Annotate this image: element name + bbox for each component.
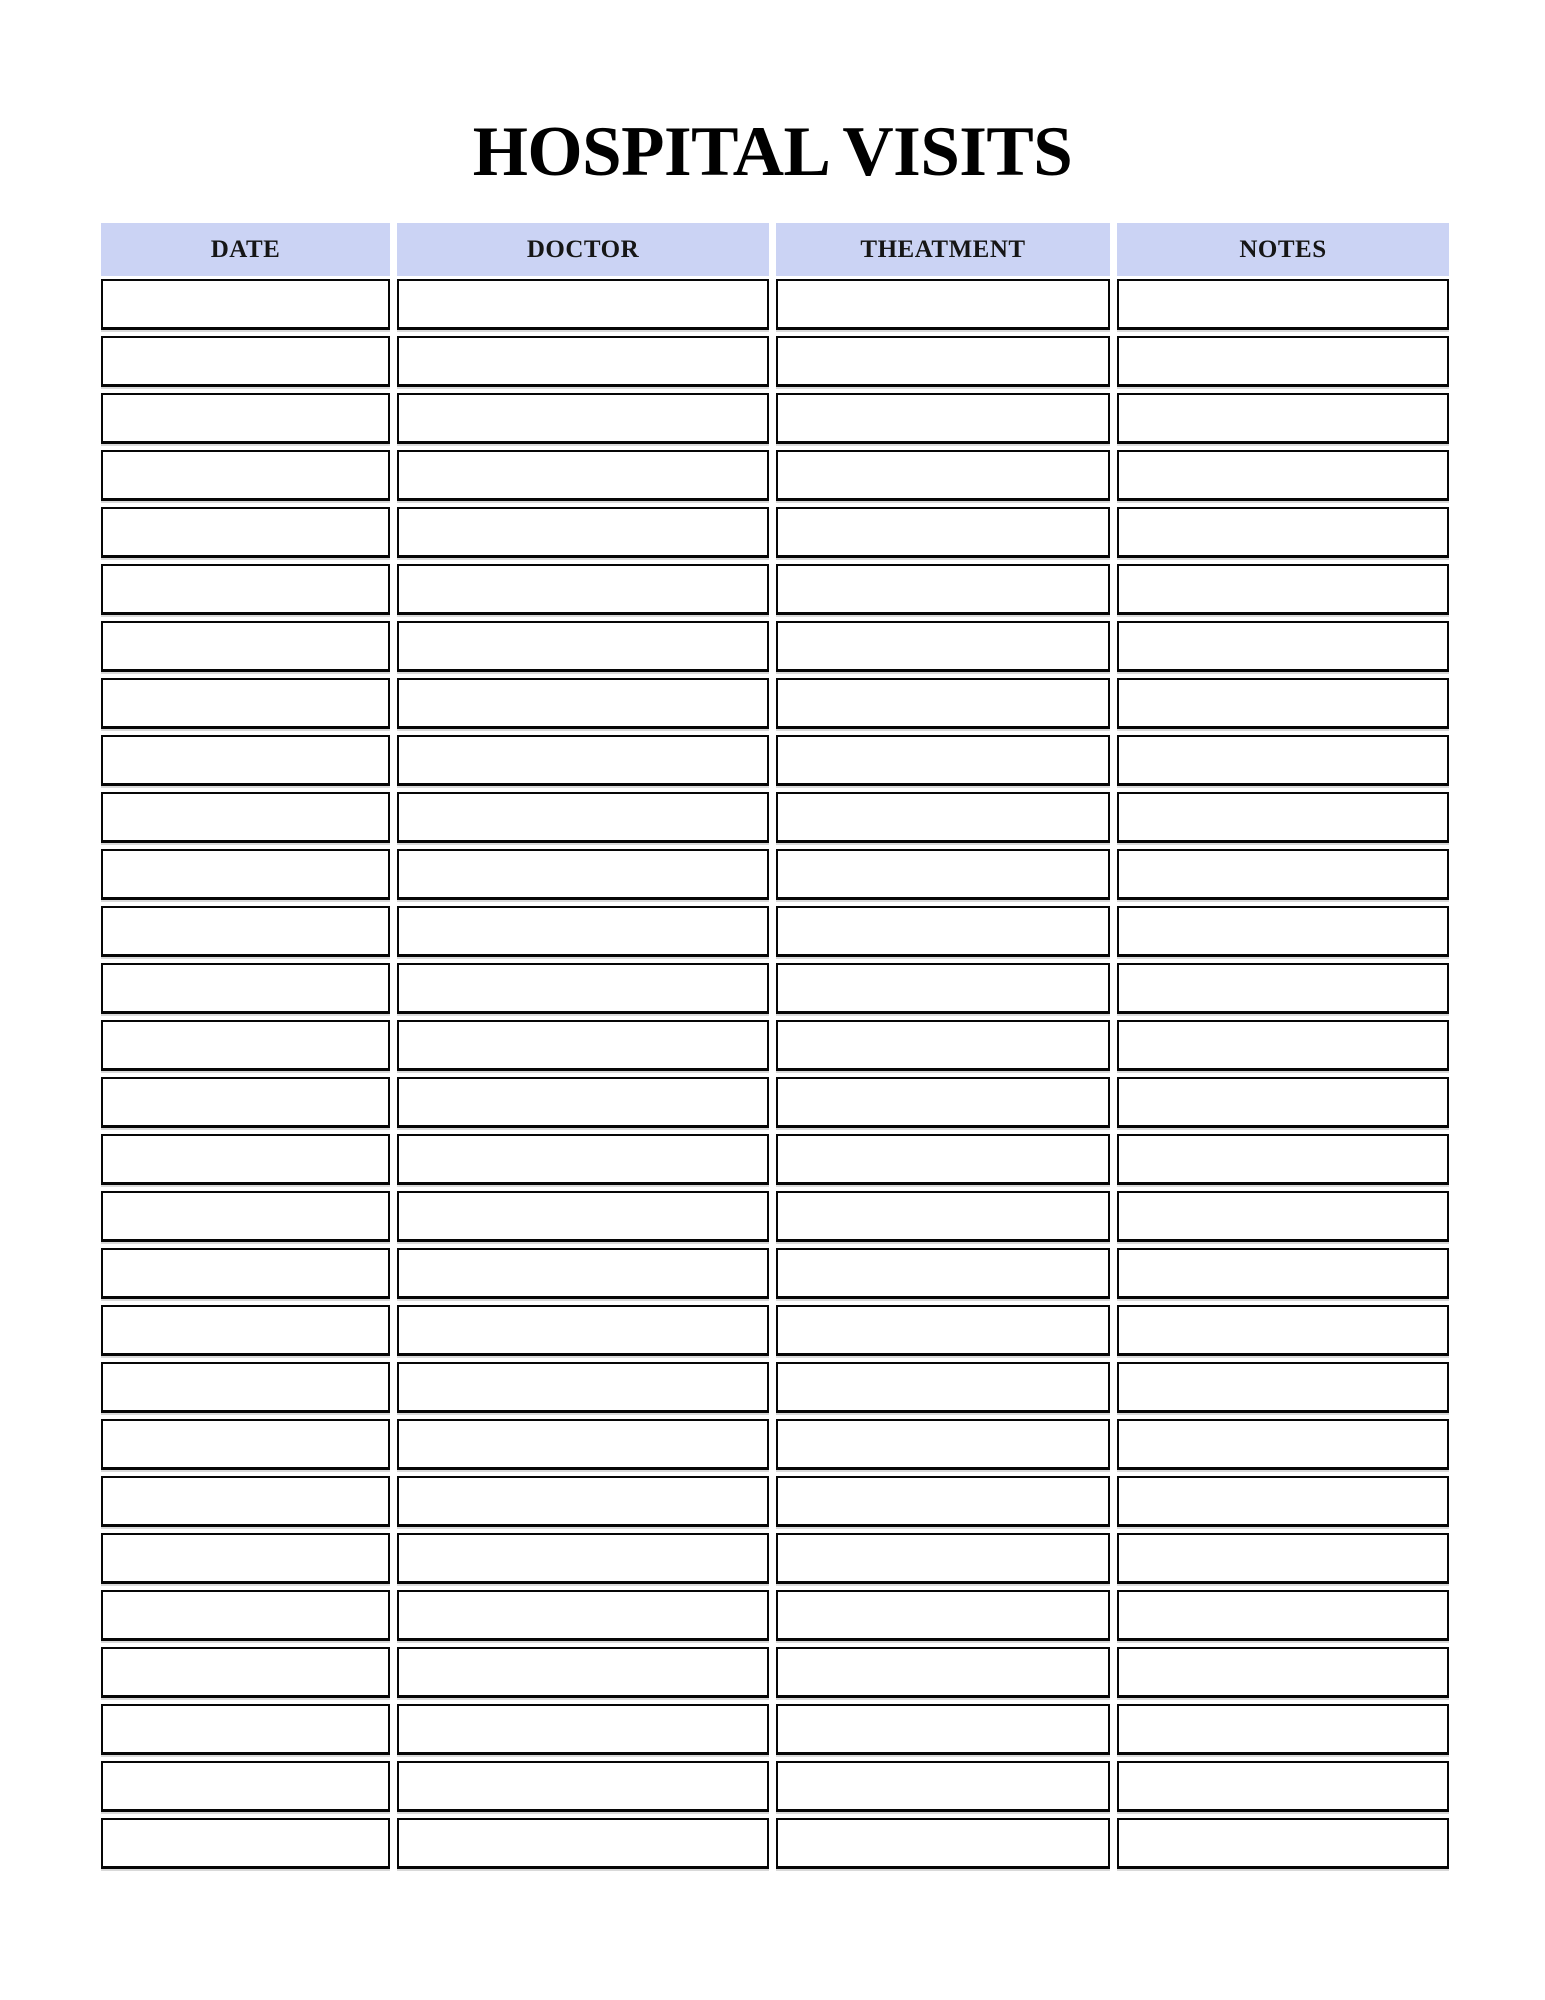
cell-input-notes[interactable]	[1117, 1020, 1449, 1071]
cell-input-date[interactable]	[101, 1818, 390, 1869]
table-row	[101, 1305, 1449, 1356]
cell-input-notes[interactable]	[1117, 1134, 1449, 1185]
cell-input-theatment[interactable]	[776, 393, 1110, 444]
cell-input-notes[interactable]	[1117, 1419, 1449, 1470]
cell-input-notes[interactable]	[1117, 1077, 1449, 1128]
cell-input-notes[interactable]	[1117, 792, 1449, 843]
cell-input-theatment[interactable]	[776, 1248, 1110, 1299]
cell-input-date[interactable]	[101, 1305, 390, 1356]
cell-input-theatment[interactable]	[776, 963, 1110, 1014]
cell-input-doctor[interactable]	[397, 1818, 769, 1869]
cell-input-theatment[interactable]	[776, 1134, 1110, 1185]
cell-input-notes[interactable]	[1117, 1533, 1449, 1584]
cell-input-theatment[interactable]	[776, 507, 1110, 558]
cell-input-theatment[interactable]	[776, 849, 1110, 900]
column-header-notes: NOTES	[1117, 223, 1449, 276]
cell-input-theatment[interactable]	[776, 1305, 1110, 1356]
cell-input-date[interactable]	[101, 1647, 390, 1698]
cell-input-date[interactable]	[101, 1020, 390, 1071]
cell-input-date[interactable]	[101, 1533, 390, 1584]
cell-input-date[interactable]	[101, 963, 390, 1014]
cell-input-notes[interactable]	[1117, 1761, 1449, 1812]
cell-input-theatment[interactable]	[776, 1020, 1110, 1071]
table-row	[101, 621, 1449, 672]
table-row	[101, 1818, 1449, 1869]
cell-input-doctor[interactable]	[397, 792, 769, 843]
table-row	[101, 1077, 1449, 1128]
table-row	[101, 678, 1449, 729]
table-row	[101, 1362, 1449, 1413]
cell-input-notes[interactable]	[1117, 450, 1449, 501]
table-header-row	[101, 223, 1449, 276]
cell-input-doctor[interactable]	[397, 1419, 769, 1470]
table-row	[101, 1020, 1449, 1071]
cell-input-date[interactable]	[101, 279, 390, 330]
cell-input-theatment[interactable]	[776, 906, 1110, 957]
cell-input-date[interactable]	[101, 1134, 390, 1185]
cell-input-doctor[interactable]	[397, 279, 769, 330]
cell-input-theatment[interactable]	[776, 279, 1110, 330]
cell-input-theatment[interactable]	[776, 1476, 1110, 1527]
cell-input-doctor[interactable]	[397, 1476, 769, 1527]
cell-input-date[interactable]	[101, 792, 390, 843]
cell-input-doctor[interactable]	[397, 1248, 769, 1299]
page-title: HOSPITAL VISITS	[472, 113, 1073, 191]
cell-input-doctor[interactable]	[397, 963, 769, 1014]
table-row	[101, 1647, 1449, 1698]
cell-input-doctor[interactable]	[397, 1647, 769, 1698]
column-header-doctor: DOCTOR	[397, 223, 769, 276]
cell-input-notes[interactable]	[1117, 393, 1449, 444]
cell-input-doctor[interactable]	[397, 1305, 769, 1356]
cell-input-theatment[interactable]	[776, 735, 1110, 786]
cell-input-date[interactable]	[101, 450, 390, 501]
table-row	[101, 450, 1449, 501]
cell-input-theatment[interactable]	[776, 1362, 1110, 1413]
cell-input-date[interactable]	[101, 735, 390, 786]
cell-input-doctor[interactable]	[397, 1020, 769, 1071]
table-row	[101, 507, 1449, 558]
cell-input-doctor[interactable]	[397, 336, 769, 387]
table-row	[101, 735, 1449, 786]
cell-input-date[interactable]	[101, 393, 390, 444]
table-row	[101, 963, 1449, 1014]
cell-input-notes[interactable]	[1117, 1704, 1449, 1755]
cell-input-notes[interactable]	[1117, 849, 1449, 900]
cell-input-date[interactable]	[101, 849, 390, 900]
cell-input-doctor[interactable]	[397, 1191, 769, 1242]
cell-input-doctor[interactable]	[397, 735, 769, 786]
cell-input-date[interactable]	[101, 678, 390, 729]
cell-input-notes[interactable]	[1117, 678, 1449, 729]
cell-input-theatment[interactable]	[776, 336, 1110, 387]
column-header-date: DATE	[101, 223, 390, 276]
cell-input-theatment[interactable]	[776, 450, 1110, 501]
table-row	[101, 279, 1449, 330]
cell-input-theatment[interactable]	[776, 1590, 1110, 1641]
column-header-theatment: THEATMENT	[776, 223, 1110, 276]
table-row	[101, 1419, 1449, 1470]
cell-input-theatment[interactable]	[776, 1647, 1110, 1698]
cell-input-doctor[interactable]	[397, 678, 769, 729]
cell-input-notes[interactable]	[1117, 906, 1449, 957]
cell-input-doctor[interactable]	[397, 507, 769, 558]
table-row	[101, 1476, 1449, 1527]
cell-input-date[interactable]	[101, 1476, 390, 1527]
cell-input-notes[interactable]	[1117, 1590, 1449, 1641]
cell-input-theatment[interactable]	[776, 1761, 1110, 1812]
table-row	[101, 1248, 1449, 1299]
cell-input-notes[interactable]	[1117, 1191, 1449, 1242]
cell-input-date[interactable]	[101, 621, 390, 672]
cell-input-notes[interactable]	[1117, 963, 1449, 1014]
cell-input-date[interactable]	[101, 1191, 390, 1242]
cell-input-date[interactable]	[101, 1077, 390, 1128]
table-row	[101, 1191, 1449, 1242]
table-row	[101, 906, 1449, 957]
cell-input-date[interactable]	[101, 1248, 390, 1299]
table-row	[101, 1590, 1449, 1641]
cell-input-theatment[interactable]	[776, 792, 1110, 843]
cell-input-notes[interactable]	[1117, 1818, 1449, 1869]
cell-input-theatment[interactable]	[776, 621, 1110, 672]
table-row	[101, 564, 1449, 615]
table-row	[101, 1761, 1449, 1812]
cell-input-doctor[interactable]	[397, 1533, 769, 1584]
cell-input-date[interactable]	[101, 906, 390, 957]
cell-input-notes[interactable]	[1117, 1248, 1449, 1299]
cell-input-theatment[interactable]	[776, 1077, 1110, 1128]
cell-input-date[interactable]	[101, 336, 390, 387]
table-row	[101, 336, 1449, 387]
cell-input-notes[interactable]	[1117, 564, 1449, 615]
cell-input-date[interactable]	[101, 1704, 390, 1755]
cell-input-theatment[interactable]	[776, 1533, 1110, 1584]
cell-input-notes[interactable]	[1117, 1476, 1449, 1527]
table-row	[101, 1704, 1449, 1755]
cell-input-doctor[interactable]	[397, 1704, 769, 1755]
cell-input-date[interactable]	[101, 1761, 390, 1812]
cell-input-theatment[interactable]	[776, 678, 1110, 729]
cell-input-theatment[interactable]	[776, 1704, 1110, 1755]
cell-input-notes[interactable]	[1117, 336, 1449, 387]
table-row	[101, 792, 1449, 843]
cell-input-doctor[interactable]	[397, 393, 769, 444]
cell-input-doctor[interactable]	[397, 1134, 769, 1185]
cell-input-doctor[interactable]	[397, 849, 769, 900]
cell-input-doctor[interactable]	[397, 450, 769, 501]
table-row	[101, 849, 1449, 900]
cell-input-date[interactable]	[101, 1590, 390, 1641]
cell-input-date[interactable]	[101, 1419, 390, 1470]
cell-input-doctor[interactable]	[397, 1077, 769, 1128]
cell-input-doctor[interactable]	[397, 1590, 769, 1641]
table-body	[101, 279, 1449, 1875]
cell-input-doctor[interactable]	[397, 621, 769, 672]
cell-input-notes[interactable]	[1117, 507, 1449, 558]
cell-input-notes[interactable]	[1117, 1305, 1449, 1356]
cell-input-date[interactable]	[101, 507, 390, 558]
cell-input-notes[interactable]	[1117, 1647, 1449, 1698]
cell-input-theatment[interactable]	[776, 1191, 1110, 1242]
table-row	[101, 393, 1449, 444]
cell-input-doctor[interactable]	[397, 1362, 769, 1413]
cell-input-notes[interactable]	[1117, 279, 1449, 330]
cell-input-notes[interactable]	[1117, 735, 1449, 786]
table-row	[101, 1533, 1449, 1584]
cell-input-doctor[interactable]	[397, 564, 769, 615]
cell-input-doctor[interactable]	[397, 1761, 769, 1812]
cell-input-notes[interactable]	[1117, 1362, 1449, 1413]
cell-input-date[interactable]	[101, 1362, 390, 1413]
cell-input-theatment[interactable]	[776, 564, 1110, 615]
cell-input-date[interactable]	[101, 564, 390, 615]
cell-input-theatment[interactable]	[776, 1818, 1110, 1869]
cell-input-notes[interactable]	[1117, 621, 1449, 672]
cell-input-theatment[interactable]	[776, 1419, 1110, 1470]
table-row	[101, 1134, 1449, 1185]
cell-input-doctor[interactable]	[397, 906, 769, 957]
